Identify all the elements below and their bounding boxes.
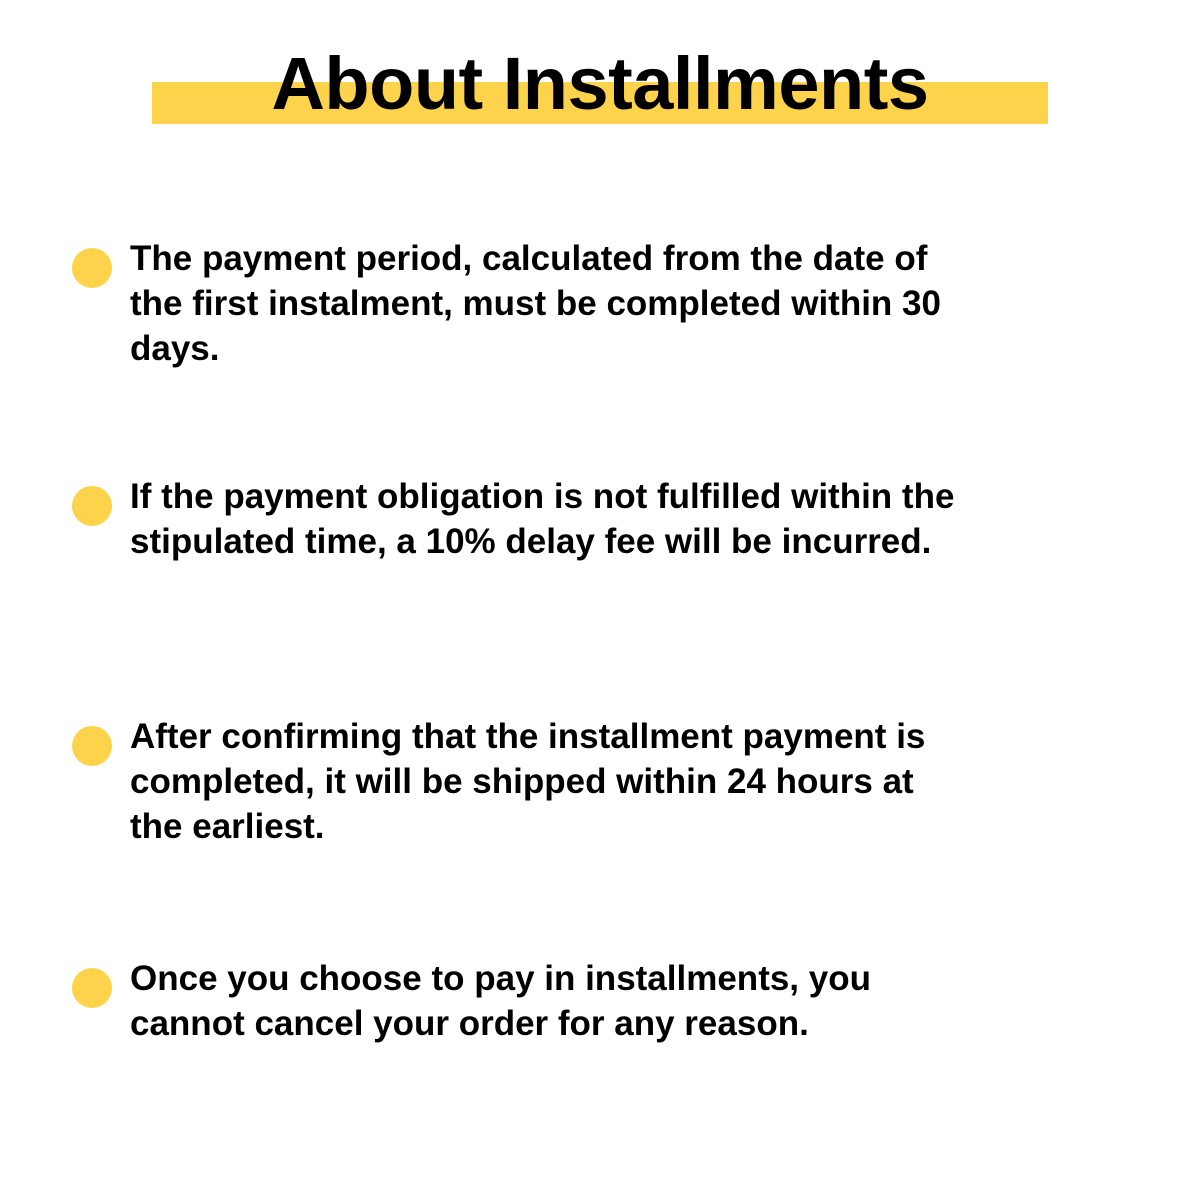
list-item-text: After confirming that the installment payment is completed, it will be shipped within 24 hours at the earliest. [130,717,926,846]
list-item [0,956,1160,1146]
list-item [0,474,1160,664]
page-title-block [0,0,1200,164]
bullet-dot-icon [72,248,112,288]
list-item-text: If the payment obligation is not fulfilled within the stipulated time, a 10% delay fee will be incurred. [130,477,955,561]
bullet-marker-wrap [0,714,130,766]
list-item [0,714,1160,904]
list-item-text: The payment period, calculated from the date of the first instalment, must be completed within 30 days. [130,239,941,368]
list-item-text: Once you choose to pay in installments, you cannot cancel your order for any reason. [130,959,871,1043]
bullet-marker-wrap [0,956,130,1008]
bullet-dot-icon [72,726,112,766]
policy-bullet-list [0,236,1200,1146]
page-title: About Installments [271,42,929,125]
bullet-marker-wrap [0,474,130,526]
bullet-marker-wrap [0,236,130,288]
bullet-dot-icon [72,486,112,526]
bullet-dot-icon [72,968,112,1008]
list-item [0,236,1160,426]
